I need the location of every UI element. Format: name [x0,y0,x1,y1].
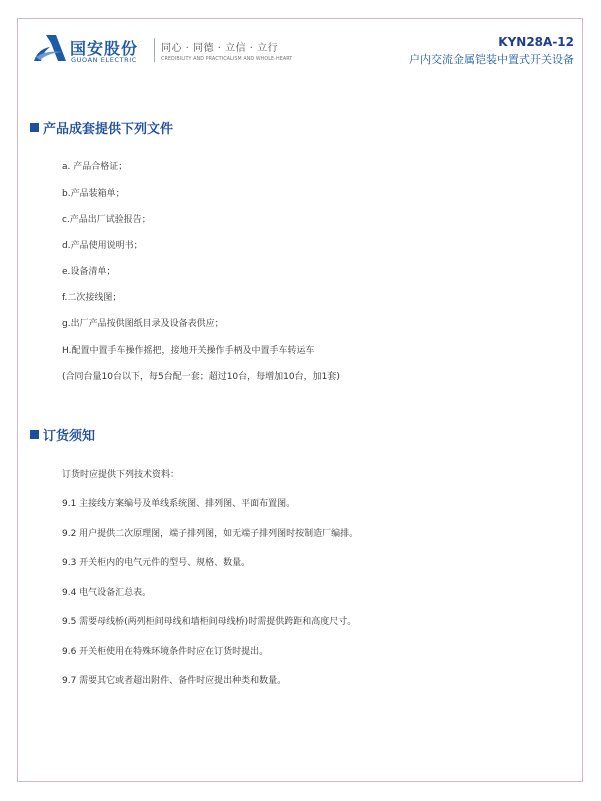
list-item: f.二次接线图； [62,293,122,303]
list-item: H.配置中置手车操作摇把，接地开关操作手柄及中置手车转运车 [62,346,315,356]
list-item: a. 产品合格证； [62,162,128,172]
list-item: 9.1 主接线方案编号及单线系统图、排列图、平面布置图。 [62,499,296,509]
list-item: 9.7 需要其它或者超出附件、备件时应提出种类和数量。 [62,676,287,686]
page-header [0,0,601,80]
list-item: 9.2 用户提供二次原理图，端子排列图，如无端子排列图时按制造厂编排。 [62,529,359,539]
guoan-logo-icon [32,33,68,63]
section-heading-text: 产品成套提供下列文件 [43,122,174,137]
list-item: 9.4 电气设备汇总表。 [62,588,152,598]
company-slogan: 同心 · 同德 · 立信 · 立行 [161,43,279,54]
list-item: (合同台量10台以下，每5台配一套；超过10台，每增加10台，加1套) [62,372,340,382]
product-model: KYN28A-12 [498,35,574,49]
list-item: 订货时应提供下列技术资料： [62,470,180,480]
section-heading-text: 订货须知 [43,429,96,444]
section-heading-ordering [30,425,95,444]
company-slogan-english: CREDIBILITY AND PRACTICALISM AND WHOLE-HEART [161,57,293,62]
list-item: 9.3 开关柜内的电气元件的型号、规格、数量。 [62,558,251,568]
list-item: g.出厂产品按供图纸目录及设备表供应； [62,319,224,329]
section-heading-documents [30,118,173,137]
list-item: 9.5 需要母线桥(两列柜间母线和墙柜间母线桥)时需提供跨距和高度尺寸。 [62,617,357,627]
list-item: c.产品出厂试验报告； [62,215,151,225]
product-name: 户内交流金属铠装中置式开关设备 [409,53,574,66]
list-item: d.产品使用说明书； [62,241,143,251]
company-logo-english: GUOAN ELECTRIC [71,56,137,64]
list-item: e.设备清单； [62,267,116,277]
logo-divider [154,38,155,62]
list-item: 9.6 开关柜使用在特殊环境条件时应在订货时提出。 [62,647,269,657]
heading-square-icon [30,123,39,132]
company-logo-text: 国安股份 [70,39,139,58]
list-item: b.产品装箱单； [62,189,125,199]
heading-square-icon [30,430,39,439]
